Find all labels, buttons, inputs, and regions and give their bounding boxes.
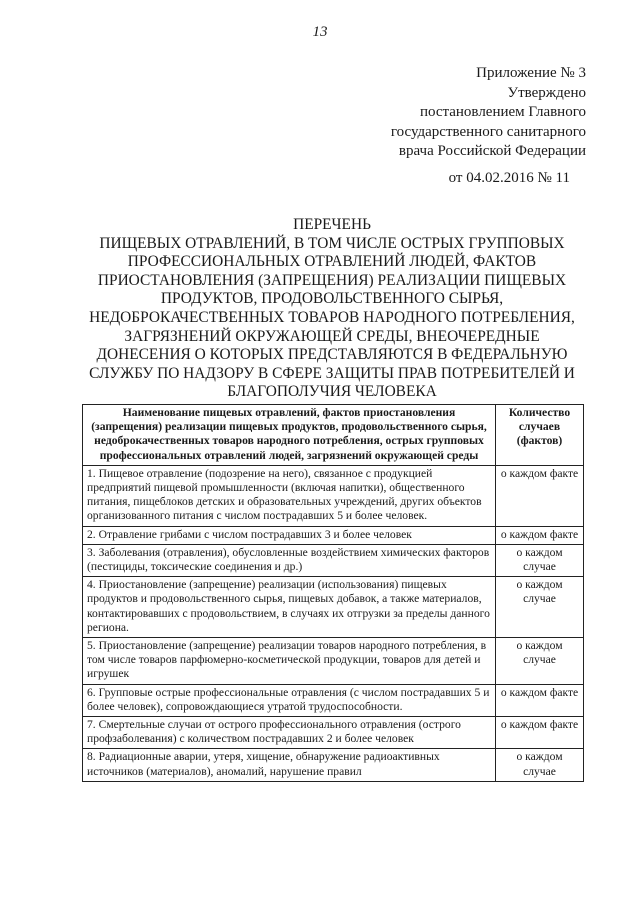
row-name: 2. Отравление грибами с числом пострадавших 3 и более человек [83,526,496,544]
title-line: ПИЩЕВЫХ ОТРАВЛЕНИЙ, В ТОМ ЧИСЛЕ ОСТРЫХ ГРУППОВЫХ [99,234,565,252]
appendix-label: Приложение № 3 [476,65,586,81]
table-row [83,749,584,781]
table-row [83,638,584,685]
row-count: о каждом случае [496,544,584,576]
title-line: НЕДОБРОКАЧЕСТВЕННЫХ ТОВАРОВ НАРОДНОГО ПОТРЕБЛЕНИЯ, [89,308,575,326]
approval-date: от 04.02.2016 № 11 [448,170,570,186]
row-count: о каждом случае [496,577,584,638]
title-line: СЛУЖБУ ПО НАДЗОРУ В СФЕРЕ ЗАЩИТЫ ПРАВ ПОТРЕБИТЕЛЕЙ И [89,364,575,382]
approval-authority-line: постановлением Главного [419,104,586,120]
table-row [83,465,584,526]
title-line: ПРОФЕССИОНАЛЬНЫХ ОТРАВЛЕНИЙ ЛЮДЕЙ, ФАКТОВ [127,253,537,271]
row-name: 5. Приостановление (запрещение) реализации товаров народного потребления, в том числе товаров парфюмерно-косметической продукции, товаров для детей и игрушек [83,638,496,685]
header-event-count: Количество случаев (фактов) [496,405,584,466]
row-name: 1. Пищевое отравление (подозрение на него), связанное с продукцией предприятий пищевой промышленности (включая напитки), общественного питания, пищеблоков детских и образовательных учреждений, других объектов организованного питания с числом пострадавших 5 и более человек. [83,465,496,526]
approval-block [391,64,586,162]
row-name: 3. Заболевания (отравления), обусловленные воздействием химических факторов (пестициды, токсические соединения и др.) [83,544,496,576]
approved-label: Утверждено [507,84,586,101]
row-name: 4. Приостановление (запрещение) реализации (использования) пищевых продуктов и продовольственного сырья, пищевых добавок, а также материалов, контактировавших с продовольствием, в случаях их отгрузки за пределы данного региона. [83,577,496,638]
title-line: ЗАГРЯЗНЕНИЙ ОКРУЖАЮЩЕЙ СРЕДЫ, ВНЕОЧЕРЕДНЫЕ [124,327,540,345]
title-line: ПЕРЕЧЕНЬ [293,216,371,233]
table-row [83,544,584,576]
title-line: ПРИОСТАНОВЛЕНИЯ (ЗАПРЕЩЕНИЯ) РЕАЛИЗАЦИИ ПИЩЕВЫХ [97,271,567,289]
events-table [82,404,584,782]
table-row [83,717,584,749]
title-line: ПРОДУКТОВ, ПРОДОВОЛЬСТВЕННОГО СЫРЬЯ, [160,290,504,308]
row-name: 7. Смертельные случаи от острого профессионального отравления (острого профзаболевания) с количеством пострадавших 2 и более человек [83,717,496,749]
row-count: о каждом случае [496,638,584,685]
row-count: о каждом факте [496,717,584,749]
approval-authority-line: врача Российской Федерации [398,143,586,159]
table-header-row [83,405,584,466]
table-row [83,684,584,716]
header-event-name: Наименование пищевых отравлений, фактов приостановления (запрещения) реализации пищевых продуктов, продовольственного сырья, недоброкачественных товаров народного потребления, острых групповых профессиональных отравлений людей, загрязнений окружающей среды [83,405,496,466]
title-line: ДОНЕСЕНИЯ О КОТОРЫХ ПРЕДСТАВЛЯЮТСЯ В ФЕДЕРАЛЬНУЮ [96,346,568,364]
row-count: о каждом случае [496,749,584,781]
row-count: о каждом факте [496,526,584,544]
row-name: 6. Групповые острые профессиональные отравления (с числом пострадавших 5 и более человек), сопровождающиеся утратой трудоспособности. [83,684,496,716]
row-count: о каждом факте [496,465,584,526]
page-number: 13 [312,24,328,40]
document-title [82,216,582,402]
approval-authority-line: государственного санитарного [390,123,586,140]
row-count: о каждом факте [496,684,584,716]
title-line: БЛАГОПОЛУЧИЯ ЧЕЛОВЕКА [227,383,437,401]
table-row [83,577,584,638]
row-name: 8. Радиационные аварии, утеря, хищение, обнаружение радиоактивных источников (материалов), аномалий, нарушение правил [83,749,496,781]
table-row [83,526,584,544]
